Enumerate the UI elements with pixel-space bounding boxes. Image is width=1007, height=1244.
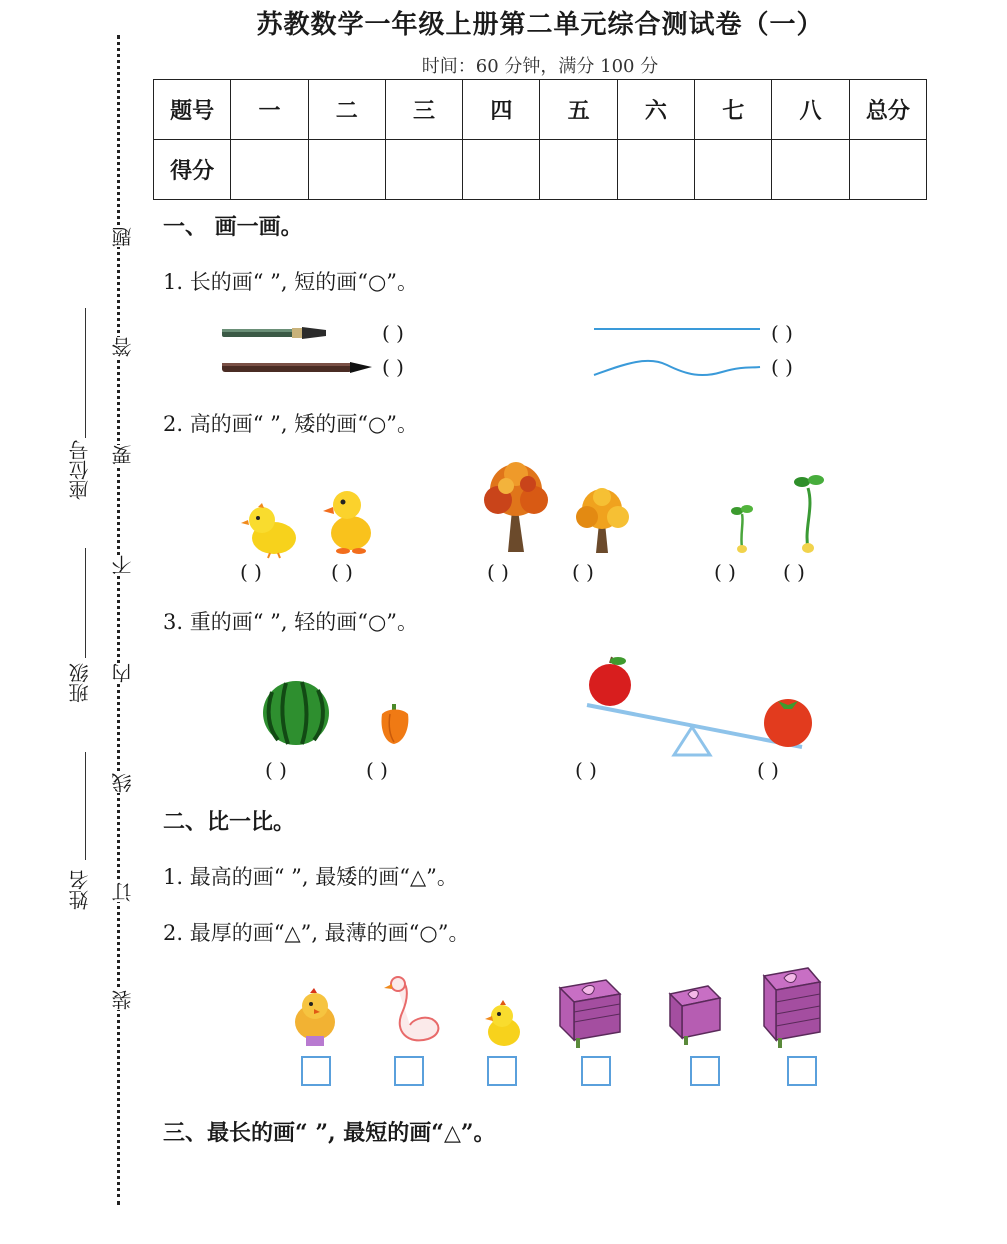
question-1-2: 2. 高的画“ ”, 矮的画“○”。 <box>163 412 419 436</box>
answer-paren[interactable]: ( ) <box>757 758 779 782</box>
answer-paren[interactable]: ( ) <box>240 560 262 584</box>
goose-image <box>384 973 442 1051</box>
class-blank[interactable] <box>85 548 86 658</box>
short-tree-image <box>572 487 634 555</box>
chicken-image <box>292 990 338 1048</box>
score-header-cell: 题号 <box>154 80 231 140</box>
tall-sprout-image <box>794 472 826 556</box>
score-input-cell[interactable] <box>695 140 772 200</box>
seat-number-label: 座位号 <box>68 440 92 500</box>
score-header-cell: 二 <box>308 80 385 140</box>
score-input-cell[interactable] <box>308 140 385 200</box>
question-2-2: 2. 最厚的画“△”, 最薄的画“○”。 <box>163 921 470 945</box>
binding-char: 内 <box>108 663 137 683</box>
score-input-cell[interactable] <box>617 140 694 200</box>
thickest-book-image <box>760 966 824 1052</box>
answer-paren[interactable]: ( ) <box>331 560 353 584</box>
chick-image <box>244 504 298 556</box>
answer-box[interactable] <box>787 1056 817 1086</box>
score-table <box>153 79 927 200</box>
answer-paren[interactable]: ( ) <box>382 355 404 379</box>
section-3-heading: 三、最长的画“ ”, 最短的画“△”。 <box>163 1120 496 1146</box>
tall-tree-image <box>478 460 554 554</box>
answer-box[interactable] <box>581 1056 611 1086</box>
score-header-cell: 总分 <box>849 80 926 140</box>
answer-paren[interactable]: ( ) <box>771 355 793 379</box>
binding-dotted-line <box>117 35 120 1205</box>
watermelon-image <box>262 680 330 746</box>
binding-char: 答 <box>108 337 137 357</box>
lines-image <box>592 320 764 380</box>
answer-paren[interactable]: ( ) <box>265 758 287 782</box>
answer-paren[interactable]: ( ) <box>783 560 805 584</box>
score-header-cell: 三 <box>385 80 462 140</box>
score-table-score-row <box>154 140 927 200</box>
score-input-cell[interactable] <box>849 140 926 200</box>
short-sprout-image <box>730 502 754 554</box>
answer-paren[interactable]: ( ) <box>487 560 509 584</box>
binding-char: 要 <box>108 445 137 465</box>
duckling-image <box>325 487 375 557</box>
score-input-cell[interactable] <box>463 140 540 200</box>
section-2-heading: 二、比一比。 <box>163 809 296 835</box>
small-chick-image <box>484 1002 524 1050</box>
seesaw-image <box>582 655 817 760</box>
pen-image <box>222 358 377 378</box>
class-label: 班级 <box>68 663 92 703</box>
binding-char: 线 <box>108 773 137 793</box>
binding-char: 题 <box>108 227 137 247</box>
score-input-cell[interactable] <box>540 140 617 200</box>
score-header-cell: 五 <box>540 80 617 140</box>
score-input-cell[interactable] <box>772 140 849 200</box>
score-input-cell[interactable] <box>231 140 308 200</box>
answer-paren[interactable]: ( ) <box>382 321 404 345</box>
question-1-1: 1. 长的画“ ”, 短的画“○”。 <box>163 270 419 294</box>
answer-box[interactable] <box>301 1056 331 1086</box>
pepper-image <box>378 702 412 746</box>
answer-paren[interactable]: ( ) <box>366 758 388 782</box>
score-header-cell: 一 <box>231 80 308 140</box>
score-input-cell[interactable] <box>385 140 462 200</box>
answer-paren[interactable]: ( ) <box>572 560 594 584</box>
question-1-3: 3. 重的画“ ”, 轻的画“○”。 <box>163 610 419 634</box>
page-title: 苏教数学一年级上册第二单元综合测试卷（一） <box>256 10 824 40</box>
binding-char: 装 <box>108 990 137 1010</box>
binding-char: 订 <box>108 882 137 902</box>
answer-box[interactable] <box>487 1056 517 1086</box>
score-header-cell: 六 <box>617 80 694 140</box>
section-1-heading: 一、 画一画。 <box>163 214 303 240</box>
score-header-cell: 八 <box>772 80 849 140</box>
thin-book-image <box>668 984 722 1046</box>
seat-number-blank[interactable] <box>85 308 86 438</box>
answer-paren[interactable]: ( ) <box>714 560 736 584</box>
answer-box[interactable] <box>394 1056 424 1086</box>
score-table-header-row <box>154 80 927 140</box>
exam-time-info: 时间：60 分钟，满分 100 分 <box>421 56 659 77</box>
answer-paren[interactable]: ( ) <box>575 758 597 782</box>
name-label: 姓名 <box>68 870 92 910</box>
thick-book-image <box>556 978 624 1052</box>
score-row-label: 得分 <box>154 140 231 200</box>
question-2-1: 1. 最高的画“ ”, 最矮的画“△”。 <box>163 865 458 889</box>
answer-paren[interactable]: ( ) <box>771 321 793 345</box>
score-header-cell: 四 <box>463 80 540 140</box>
answer-box[interactable] <box>690 1056 720 1086</box>
name-blank[interactable] <box>85 752 86 860</box>
score-header-cell: 七 <box>695 80 772 140</box>
brush-image <box>222 322 327 344</box>
binding-char: 不 <box>108 555 137 575</box>
